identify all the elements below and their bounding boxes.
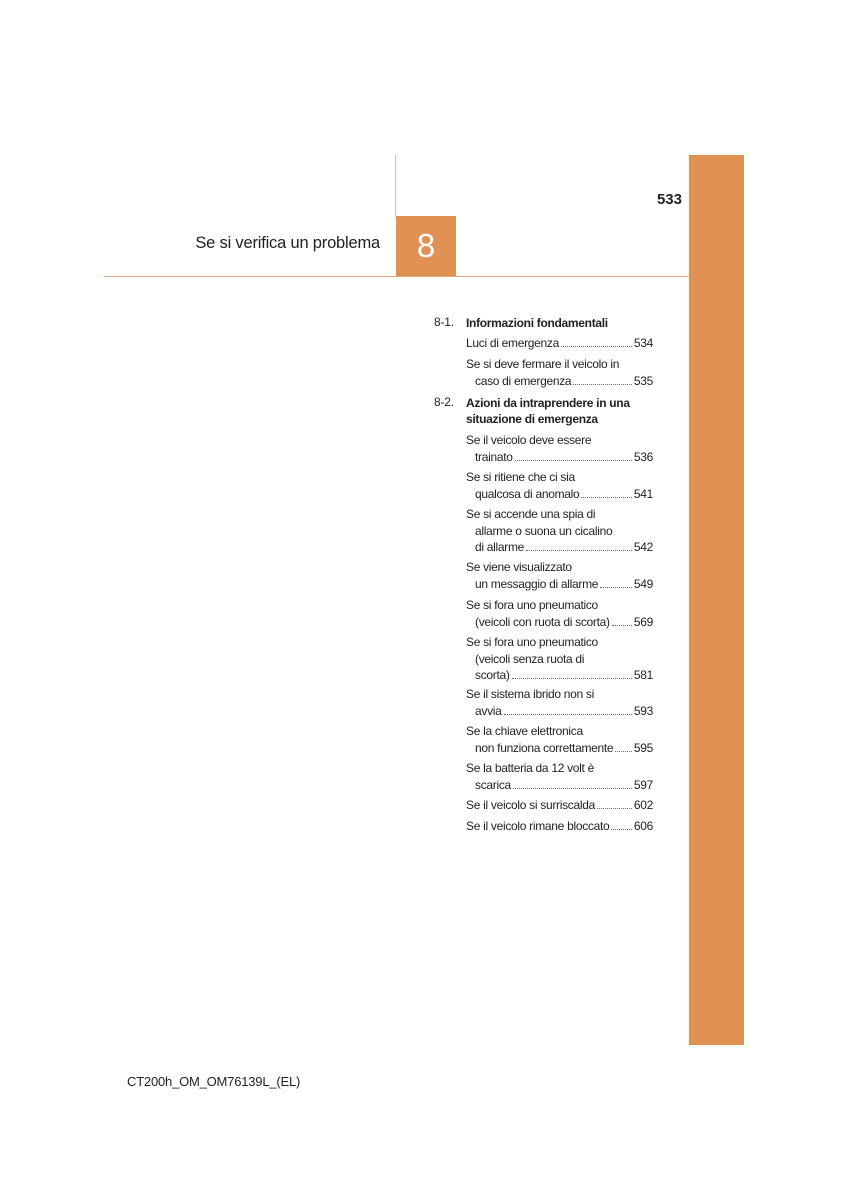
toc-entry-last-line bbox=[466, 576, 653, 593]
toc-entry[interactable] bbox=[466, 432, 653, 465]
toc-entry[interactable] bbox=[466, 760, 653, 793]
section-title-line: Azioni da intraprendere in una bbox=[466, 396, 630, 410]
toc-entry-text: scorta) bbox=[475, 668, 510, 682]
toc-entry-last-line bbox=[466, 740, 653, 757]
dot-leader bbox=[573, 384, 632, 385]
toc-entry-page: 597 bbox=[633, 777, 653, 792]
toc-entry[interactable] bbox=[466, 469, 653, 502]
section-title-line: Informazioni fondamentali bbox=[466, 316, 608, 330]
toc-entry-text: avvia bbox=[475, 703, 502, 718]
toc-entry-page: 541 bbox=[633, 486, 653, 501]
toc-entry-text: Se si accende una spia di bbox=[466, 507, 596, 521]
toc-entry-text: Se il sistema ibrido non si bbox=[466, 687, 594, 701]
toc-entry-text: allarme o suona un cicalino bbox=[475, 523, 613, 538]
toc-entry[interactable] bbox=[466, 818, 653, 835]
toc-entry[interactable] bbox=[466, 559, 653, 592]
dot-leader bbox=[513, 788, 632, 789]
toc-entry-text: Se si fora uno pneumatico bbox=[466, 598, 598, 612]
toc-entry-text: un messaggio di allarme bbox=[475, 576, 599, 591]
toc-entry-text: Se il veicolo rimane bloccato bbox=[466, 819, 610, 833]
toc-entry-page: 593 bbox=[633, 703, 653, 718]
toc-entry-last-line bbox=[466, 818, 653, 835]
toc-entry-last-line bbox=[466, 335, 653, 352]
dot-leader bbox=[526, 550, 632, 551]
toc-entry-page: 595 bbox=[633, 740, 653, 755]
toc-entry-text: qualcosa di anomalo bbox=[475, 486, 580, 501]
toc-entry-page: 606 bbox=[633, 819, 653, 833]
toc-entry-text: (veicoli senza ruota di bbox=[475, 651, 585, 666]
toc-entry-text: non funziona correttamente bbox=[475, 740, 614, 755]
toc-entry[interactable] bbox=[466, 597, 653, 630]
toc-entry-text: Se si deve fermare il veicolo in bbox=[466, 357, 620, 371]
dot-leader bbox=[612, 625, 632, 626]
toc-entry-text: caso di emergenza bbox=[475, 373, 572, 388]
toc-entry-text: Se viene visualizzato bbox=[466, 560, 572, 574]
dot-leader bbox=[600, 587, 632, 588]
toc-entry-page: 569 bbox=[633, 614, 653, 629]
dot-leader bbox=[504, 714, 632, 715]
toc-entry-page: 536 bbox=[633, 449, 653, 464]
toc-entry-text: trainato bbox=[475, 449, 513, 464]
toc-entry-text: Se il veicolo si surriscalda bbox=[466, 798, 595, 812]
toc-entry-text: Luci di emergenza bbox=[466, 336, 559, 350]
dot-leader bbox=[512, 678, 632, 679]
section-number: 8-1. bbox=[434, 315, 454, 329]
toc-entry-last-line bbox=[466, 777, 653, 794]
chapter-title: Se si verifica un problema bbox=[195, 234, 380, 252]
toc-entry-last-line bbox=[466, 667, 653, 684]
toc-entry-text: di allarme bbox=[475, 540, 525, 554]
section-title-line: situazione di emergenza bbox=[466, 412, 598, 426]
section-title bbox=[466, 315, 666, 331]
toc-entry[interactable] bbox=[466, 634, 653, 684]
toc-entry-page: 581 bbox=[633, 668, 653, 682]
toc-entry-page: 535 bbox=[633, 373, 653, 388]
chapter-number-box: 8 bbox=[396, 216, 456, 276]
toc-entry-page: 534 bbox=[633, 336, 653, 350]
document-code: CT200h_OM_OM76139L_(EL) bbox=[127, 1074, 301, 1089]
toc-entry-text: scarica bbox=[475, 777, 511, 792]
dot-leader bbox=[615, 751, 632, 752]
dot-leader bbox=[581, 497, 632, 498]
dot-leader bbox=[611, 829, 632, 830]
dot-leader bbox=[561, 346, 632, 347]
toc-entry-text: (veicoli con ruota di scorta) bbox=[475, 614, 610, 629]
toc-entry[interactable] bbox=[466, 797, 653, 814]
toc-entry-last-line bbox=[466, 486, 653, 503]
toc-entry-page: 549 bbox=[633, 576, 653, 591]
page-number: 533 bbox=[656, 191, 682, 208]
section-number: 8-2. bbox=[434, 395, 454, 409]
toc-entry-last-line bbox=[466, 703, 653, 720]
toc-entry[interactable] bbox=[466, 686, 653, 719]
toc-entry-text: Se la chiave elettronica bbox=[466, 724, 583, 738]
toc-entry-page: 602 bbox=[633, 798, 653, 812]
toc-entry[interactable] bbox=[466, 356, 653, 389]
toc-entry-text: Se si fora uno pneumatico bbox=[466, 635, 598, 649]
toc-entry-last-line bbox=[466, 797, 653, 814]
dot-leader bbox=[597, 808, 632, 809]
dot-leader bbox=[515, 460, 632, 461]
toc-entry-text: Se il veicolo deve essere bbox=[466, 433, 592, 447]
toc-entry-last-line bbox=[466, 373, 653, 390]
toc-entry-text: Se si ritiene che ci sia bbox=[466, 470, 575, 484]
toc-entry-text: Se la batteria da 12 volt è bbox=[466, 761, 594, 775]
toc-entry-last-line bbox=[466, 449, 653, 466]
toc-entry-last-line bbox=[466, 539, 653, 556]
toc-entry[interactable] bbox=[466, 335, 653, 352]
toc-entry-page: 542 bbox=[633, 540, 653, 554]
section-title bbox=[466, 395, 666, 427]
toc-entry-last-line bbox=[466, 614, 653, 631]
toc-entry[interactable] bbox=[466, 506, 653, 556]
toc-entry[interactable] bbox=[466, 723, 653, 756]
